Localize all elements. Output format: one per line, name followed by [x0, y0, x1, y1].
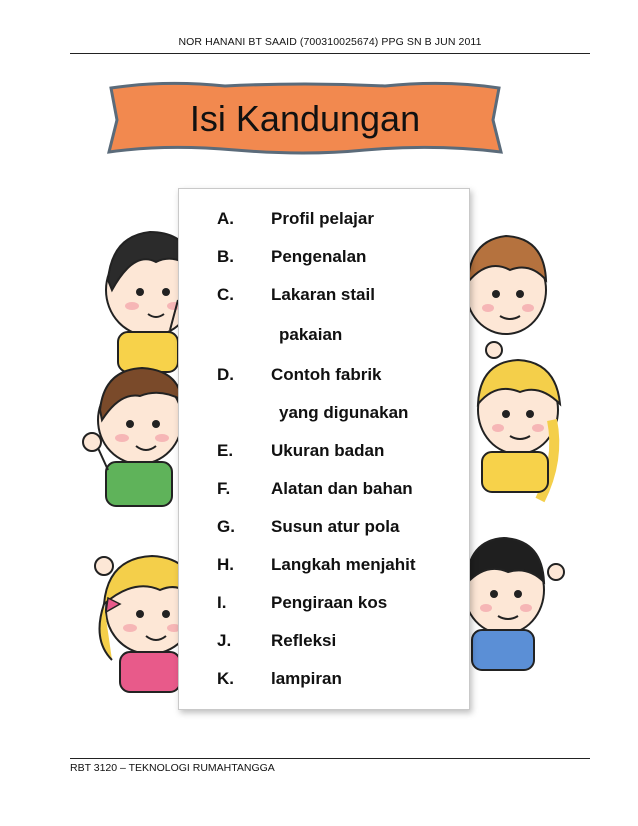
page-title: Isi Kandungan	[189, 98, 421, 139]
toc-label: Pengiraan kos	[271, 593, 388, 612]
toc-label: Contoh fabrik	[271, 365, 382, 384]
toc-item-d	[217, 365, 382, 385]
toc-item-h	[217, 555, 416, 575]
toc-letter: D.	[217, 365, 234, 384]
toc-letter: F.	[217, 479, 231, 498]
toc-letter: C.	[217, 285, 234, 304]
toc-letter: G.	[217, 517, 235, 536]
toc-item-f	[217, 479, 413, 499]
toc-label: Langkah menjahit	[271, 555, 416, 574]
toc-item-e	[217, 441, 384, 461]
kid-right-bottom	[464, 538, 564, 670]
contents-box	[178, 188, 470, 710]
toc-letter: A.	[217, 209, 234, 228]
toc-label: lampiran	[271, 669, 342, 688]
kid-right-top	[466, 236, 546, 358]
toc-letter: H.	[217, 555, 234, 574]
toc-letter: B.	[217, 247, 234, 266]
footer-divider	[70, 758, 590, 759]
toc-item-i	[217, 593, 387, 613]
toc-label: Refleksi	[271, 631, 337, 650]
toc-item-a	[217, 209, 374, 229]
toc-letter: E.	[217, 441, 234, 460]
toc-label: Alatan dan bahan	[271, 479, 413, 498]
toc-label: Susun atur pola	[271, 517, 400, 536]
kid-right-middle	[478, 360, 560, 500]
toc-item-j	[217, 631, 336, 651]
page-footer: RBT 3120 – TEKNOLOGI RUMAHTANGGA	[70, 762, 275, 774]
toc-label: Ukuran badan	[271, 441, 385, 460]
toc-label: Profil pelajar	[271, 209, 374, 228]
toc-label: Lakaran stail	[271, 285, 375, 304]
toc-item-c	[217, 285, 375, 305]
kid-left-middle	[83, 368, 182, 506]
toc-item-c-continuation: pakaian	[279, 325, 343, 344]
toc-item-d-continuation: yang digunakan	[279, 403, 409, 422]
toc-item-k	[217, 669, 342, 689]
toc-item-b	[217, 247, 366, 267]
toc-label: Pengenalan	[271, 247, 367, 266]
toc-letter: K.	[217, 669, 234, 688]
page-header: NOR HANANI BT SAAID (700310025674) PPG SN B JUN 2011	[178, 36, 482, 48]
toc-item-g	[217, 517, 399, 537]
toc-letter: I.	[217, 593, 227, 612]
toc-letter: J.	[217, 631, 232, 650]
